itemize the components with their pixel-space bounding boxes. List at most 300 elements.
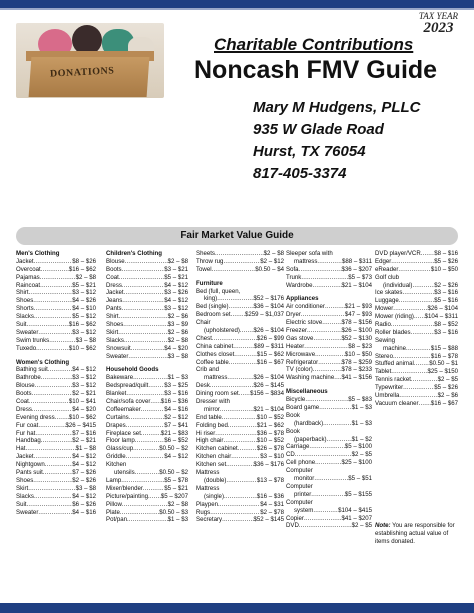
- list-item: [106, 382, 188, 390]
- item-name: Radio: [375, 321, 391, 329]
- item-value-range: $10 – $50: [344, 350, 372, 358]
- list-item: [106, 374, 188, 382]
- list-item: [286, 343, 372, 351]
- list-item: [375, 384, 458, 392]
- leader-dots: [129, 414, 165, 422]
- item-name: system: [294, 506, 314, 514]
- leader-dots: [318, 359, 341, 367]
- leader-dots: [28, 485, 75, 493]
- list-item: [106, 390, 188, 398]
- list-item: [375, 250, 458, 258]
- leader-dots: [34, 313, 72, 321]
- firm-city: Hurst, TX 76054: [253, 143, 366, 160]
- item-line2: [286, 420, 372, 428]
- leader-dots: [126, 453, 165, 461]
- category-heading: Women's Clothing: [16, 358, 70, 366]
- item-line2: [375, 345, 458, 353]
- item-value-range: $259 – $1,037: [245, 311, 284, 319]
- list-item: [196, 359, 284, 367]
- item-value-range: $10 – $52: [256, 413, 284, 421]
- category-heading: Household Goods: [106, 366, 159, 374]
- item-value-range: $1 – $8: [75, 445, 96, 453]
- item-name: Dress: [16, 405, 32, 413]
- item-name-line1: Computer: [286, 482, 313, 490]
- list-item: [375, 313, 458, 321]
- item-name: Pillow: [106, 500, 122, 508]
- list-item: [16, 477, 96, 485]
- list-item: [286, 467, 372, 483]
- list-item: [286, 459, 372, 467]
- leader-dots: [414, 313, 425, 321]
- item-name: Shoes: [16, 297, 34, 305]
- item-name: Jeans: [106, 297, 123, 305]
- list-item: [196, 422, 284, 430]
- item-name-line1: Computer: [286, 498, 313, 506]
- list-item: [16, 406, 96, 414]
- item-value-range: $21 – $104: [253, 405, 284, 413]
- leader-dots: [233, 343, 254, 351]
- leader-dots: [141, 430, 161, 438]
- item-value-range: $8 – $26: [72, 257, 96, 265]
- item-name: Nightgown: [16, 461, 45, 469]
- note-label: Note:: [375, 521, 391, 529]
- item-value-range: $2 – $78: [260, 508, 284, 516]
- item-value-range: $25 – $150: [427, 368, 458, 376]
- bottom-accent-bar: [0, 603, 474, 613]
- leader-dots: [391, 368, 427, 376]
- list-item: [196, 311, 284, 319]
- leader-dots: [118, 329, 167, 337]
- leader-dots: [135, 469, 160, 477]
- item-name: Bicycle: [286, 396, 306, 404]
- leader-dots: [223, 258, 260, 266]
- list-item: [196, 485, 284, 501]
- item-value-range: $2 – $26: [72, 476, 96, 484]
- item-value-range: $3 – $8: [75, 336, 96, 344]
- list-item: [106, 422, 188, 430]
- list-item: [375, 321, 458, 329]
- list-item: [16, 461, 96, 469]
- list-item: [196, 390, 284, 398]
- fmv-column-2: [106, 250, 188, 524]
- item-value-range: $3 – $12: [72, 382, 96, 390]
- item-value-range: $41 – $207: [341, 514, 372, 522]
- leader-dots: [301, 311, 345, 319]
- item-value-range: $2 – $8: [263, 250, 284, 257]
- item-name: mattress: [294, 257, 318, 265]
- list-item: [106, 398, 188, 406]
- item-value-range: $16 – $62: [68, 265, 96, 273]
- item-value-range: $0.50 – $1: [429, 360, 458, 368]
- item-name: Jacket: [106, 289, 124, 297]
- item-value-range: $2 – $5: [437, 376, 458, 384]
- item-name: Clothes closet: [196, 350, 235, 358]
- item-value-range: $16 – $62: [68, 321, 96, 329]
- firm-phone: 817-405-3374: [253, 165, 347, 182]
- item-name: Pants: [106, 305, 122, 313]
- item-value-range: $4 – $16: [164, 405, 188, 413]
- item-name: Carriage: [286, 443, 310, 451]
- list-item: [196, 414, 284, 422]
- item-name: printer: [294, 490, 312, 498]
- item-value-range: $156 – $834: [250, 390, 284, 398]
- leader-dots: [391, 258, 434, 266]
- category-heading: Men's Clothing: [16, 250, 60, 257]
- item-name: Shirt: [106, 313, 119, 321]
- item-value-range: $36 – $78: [256, 429, 284, 437]
- item-name: Pants suit: [16, 469, 43, 477]
- leader-dots: [226, 461, 253, 469]
- item-value-range: $78 – $233: [341, 366, 372, 374]
- item-value-range: $10 – $52: [256, 437, 284, 445]
- list-item: [106, 305, 188, 313]
- item-value-range: $21 – $93: [344, 303, 372, 311]
- item-line2: [286, 436, 372, 444]
- item-value-range: $4 – $20: [164, 344, 188, 352]
- list-item: [106, 414, 188, 422]
- leader-dots: [133, 445, 159, 453]
- list-item: [196, 335, 284, 343]
- top-accent-line: [0, 8, 474, 10]
- list-item: [375, 305, 458, 313]
- item-name: Slacks: [16, 492, 34, 500]
- list-item: [16, 422, 96, 430]
- leader-dots: [313, 282, 342, 290]
- list-item: [196, 501, 284, 509]
- leader-dots: [33, 297, 72, 305]
- item-name: Kitchen set: [196, 461, 227, 469]
- item-name: Mower: [375, 305, 394, 313]
- item-name: Wardrobe: [286, 281, 313, 289]
- item-line2: [196, 477, 284, 485]
- list-item: [196, 351, 284, 359]
- item-value-range: $25 – $100: [341, 459, 372, 467]
- list-item: [16, 374, 96, 382]
- list-item: [286, 366, 372, 374]
- item-name: Umbrella: [375, 392, 400, 400]
- item-name: Edger: [375, 257, 392, 265]
- leader-dots: [120, 509, 159, 517]
- item-value-range: $16 – $36: [256, 492, 284, 500]
- item-value-range: $26 – $100: [341, 327, 372, 335]
- leader-dots: [126, 422, 165, 430]
- list-item: [16, 297, 96, 305]
- leader-dots: [133, 374, 168, 382]
- leader-dots: [34, 305, 73, 313]
- item-value-range: $21 – $104: [341, 281, 372, 289]
- leader-dots: [229, 359, 257, 367]
- item-value-range: $4 – $20: [72, 405, 96, 413]
- list-item: [16, 382, 96, 390]
- item-value-range: $21 – $62: [256, 421, 284, 429]
- donations-label: DONATIONS: [49, 65, 115, 80]
- list-item: [196, 250, 284, 258]
- leader-dots: [226, 477, 257, 485]
- item-name: Bed (single): [196, 303, 229, 311]
- item-name-line1: Book: [286, 427, 300, 435]
- leader-dots: [150, 398, 161, 406]
- item-name: Tennis racket: [375, 376, 411, 384]
- list-item: [375, 297, 458, 305]
- item-value-range: $4 – $26: [72, 297, 96, 305]
- fmv-column-5: [375, 250, 458, 546]
- leader-dots: [41, 374, 73, 382]
- item-name: Air conditioner: [286, 303, 325, 311]
- leader-dots: [38, 509, 72, 517]
- leader-dots: [223, 437, 256, 445]
- list-item: [16, 329, 96, 337]
- leader-dots: [122, 305, 165, 313]
- leader-dots: [34, 453, 73, 461]
- item-value-range: $2 – $26: [434, 281, 458, 289]
- leader-dots: [419, 400, 431, 408]
- leader-dots: [240, 327, 254, 335]
- item-value-range: $0.50 – $4: [255, 265, 284, 273]
- list-item: [286, 396, 372, 404]
- item-value-range: $8 – $52: [434, 321, 458, 329]
- list-item: [16, 390, 96, 398]
- item-name: Coat: [106, 273, 119, 281]
- list-item: [286, 412, 372, 428]
- item-value-range: $3 – $8: [75, 484, 96, 492]
- list-item: [196, 366, 284, 382]
- item-value-range: $16 – $67: [256, 358, 284, 366]
- leader-dots: [301, 274, 348, 282]
- leader-dots: [239, 390, 250, 398]
- item-name: mattress: [204, 374, 228, 382]
- item-line2: [196, 374, 284, 382]
- item-value-range: $5 – $155: [344, 490, 372, 498]
- leader-dots: [314, 475, 348, 483]
- item-value-range: $16 – $67: [430, 399, 458, 407]
- item-name: Sheets: [196, 250, 215, 257]
- firm-address: 935 W Glade Road: [253, 121, 384, 138]
- leader-dots: [403, 384, 434, 392]
- item-value-range: $3 – $8: [167, 352, 188, 360]
- item-name: Coffee table: [196, 358, 229, 366]
- leader-dots: [143, 485, 164, 493]
- item-name-line1: Book: [286, 411, 300, 419]
- list-item: [16, 321, 96, 329]
- leader-dots: [313, 507, 338, 515]
- item-name: Playpen: [196, 500, 219, 508]
- item-name: Sofa: [286, 265, 299, 273]
- leader-dots: [25, 445, 75, 453]
- fmv-column-1: [16, 250, 96, 516]
- item-value-range: $104 – $415: [338, 506, 372, 514]
- leader-dots: [40, 282, 72, 290]
- section-band-title: Fair Market Value Guide: [16, 227, 458, 245]
- leader-dots: [215, 250, 264, 258]
- leader-dots: [414, 360, 429, 368]
- item-value-range: $2 – $21: [72, 437, 96, 445]
- item-name: Chair/sofa cover: [106, 398, 151, 406]
- list-item: [375, 337, 458, 353]
- tax-year-label: TAX YEAR: [418, 11, 458, 21]
- leader-dots: [406, 345, 431, 353]
- list-item: [375, 329, 458, 337]
- leader-dots: [231, 311, 245, 319]
- page-title: Noncash FMV Guide: [194, 56, 438, 84]
- item-value-range: $36 – $176: [253, 461, 284, 469]
- item-name: Overcoat: [16, 265, 41, 273]
- item-name: Suit: [16, 321, 27, 329]
- leader-dots: [227, 374, 253, 382]
- list-item: [106, 509, 188, 517]
- item-value-range: $4 – $12: [72, 366, 96, 374]
- item-name: Blouse: [16, 382, 35, 390]
- list-item: [16, 485, 96, 493]
- item-value-range: $6 – $26: [72, 500, 96, 508]
- leader-dots: [55, 414, 69, 422]
- item-name-line1: Bed (full, queen,: [196, 287, 241, 295]
- item-name: Mixer/blender: [106, 484, 143, 492]
- leader-dots: [122, 501, 168, 509]
- item-value-range: $6 – $52: [164, 437, 188, 445]
- item-name: Chest: [196, 334, 212, 342]
- item-value-range: $36 – $104: [253, 303, 284, 311]
- list-item: [196, 398, 284, 414]
- item-name: DVD player/VCR: [375, 250, 421, 257]
- item-name: Blouse: [106, 257, 125, 265]
- item-value-range: $16 – $36: [160, 398, 188, 406]
- leader-dots: [334, 374, 341, 382]
- item-line2: [286, 491, 372, 499]
- list-item: [286, 266, 372, 274]
- item-value-range: $10 – $50: [430, 265, 458, 273]
- item-name: CD: [286, 451, 295, 459]
- leader-dots: [421, 250, 435, 258]
- list-item: [286, 303, 372, 311]
- list-item: [196, 382, 284, 390]
- list-item: [196, 430, 284, 438]
- list-item: [16, 501, 96, 509]
- leader-dots: [307, 327, 342, 335]
- item-name: Bathing suit: [16, 366, 48, 374]
- item-value-range: $5 – $51: [348, 475, 372, 483]
- list-item: [16, 493, 96, 501]
- item-value-range: $78 – $156: [341, 319, 372, 327]
- item-line2: [196, 406, 284, 414]
- list-item: [106, 289, 188, 297]
- leader-dots: [311, 491, 345, 499]
- item-name: Heater: [286, 342, 305, 350]
- item-name: Mower (riding): [375, 313, 414, 321]
- item-name: Jacket: [16, 453, 34, 461]
- item-value-range: $5 – $100: [344, 443, 372, 451]
- item-name: Pajamas: [16, 273, 40, 281]
- item-value-range: $4 – $12: [72, 492, 96, 500]
- list-item: [375, 376, 458, 384]
- item-value-range: $5 – $26: [434, 257, 458, 265]
- list-item: [16, 469, 96, 477]
- leader-dots: [295, 451, 352, 459]
- item-name-line1: Mattress: [196, 484, 220, 492]
- item-name: Roller blades: [375, 328, 411, 336]
- firm-name: Mary M Hudgens, PLLC: [253, 99, 421, 116]
- item-value-range: $4 – $12: [164, 453, 188, 461]
- page-subtitle: Charitable Contributions: [214, 35, 414, 54]
- list-item: [196, 266, 284, 274]
- category-heading: Furniture: [196, 279, 223, 287]
- item-value-range: $0.50 – $2: [159, 445, 188, 453]
- leader-dots: [229, 303, 254, 311]
- list-item: [286, 374, 372, 382]
- leader-dots: [234, 351, 257, 359]
- item-name: Curtains: [106, 413, 129, 421]
- list-item: [286, 282, 372, 290]
- item-name: Bedspread/quilt: [106, 382, 149, 390]
- category-heading: Miscellaneous: [286, 388, 328, 396]
- leader-dots: [412, 282, 434, 290]
- item-name: Shoes: [16, 476, 34, 484]
- leader-dots: [228, 422, 257, 430]
- leader-dots: [210, 382, 254, 390]
- item-value-range: $5 – $83: [348, 396, 372, 404]
- item-value-range: $2 – $6: [167, 328, 188, 336]
- item-name-line1: Kitchen: [106, 461, 127, 469]
- item-value-range: $2 – $5: [351, 522, 372, 530]
- list-item: [196, 453, 284, 461]
- list-item: [16, 258, 96, 266]
- item-name: Shirt: [16, 289, 29, 297]
- leader-dots: [43, 469, 73, 477]
- list-item: [106, 430, 188, 438]
- list-item: [196, 509, 284, 517]
- list-item: [106, 477, 188, 485]
- list-item: [286, 250, 372, 266]
- item-name: Plate: [106, 508, 120, 516]
- item-value-range: $5 – $21: [72, 281, 96, 289]
- item-name: Copier: [286, 514, 304, 522]
- leader-dots: [327, 436, 352, 444]
- item-name: Bathrobe: [16, 374, 41, 382]
- item-value-range: $16 – $78: [430, 352, 458, 360]
- item-name: Tuxedo: [16, 344, 37, 352]
- item-name: Ice skates: [375, 289, 403, 297]
- list-item: [196, 461, 284, 469]
- item-name-line1: Crib and: [196, 366, 220, 374]
- item-name: Refrigerator: [286, 358, 319, 366]
- leader-dots: [45, 461, 72, 469]
- leader-dots: [323, 420, 352, 428]
- item-name: Evening dress: [16, 413, 55, 421]
- list-item: [106, 313, 188, 321]
- item-name: Suit: [16, 500, 27, 508]
- list-item: [286, 522, 372, 530]
- item-value-range: $4 – $31: [260, 500, 284, 508]
- item-value-range: $4 – $10: [72, 305, 96, 313]
- list-item: [16, 437, 96, 445]
- item-name: Typewriter: [375, 384, 404, 392]
- item-name: Coffeemaker: [106, 405, 141, 413]
- item-value-range: $2 – $8: [167, 500, 188, 508]
- list-item: [106, 258, 188, 266]
- item-name: (upholstered): [204, 327, 240, 335]
- list-item: [106, 297, 188, 305]
- item-value-range: $26 – $145: [253, 382, 284, 390]
- leader-dots: [32, 406, 72, 414]
- item-name: Electric stove: [286, 319, 323, 327]
- item-name: Towel: [196, 265, 212, 273]
- item-value-range: $3 – $21: [164, 265, 188, 273]
- leader-dots: [27, 321, 69, 329]
- list-item: [106, 445, 188, 453]
- item-name: (individual): [383, 281, 413, 289]
- leader-dots: [123, 321, 167, 329]
- item-name: Fireplace set: [106, 429, 141, 437]
- leader-dots: [224, 493, 257, 501]
